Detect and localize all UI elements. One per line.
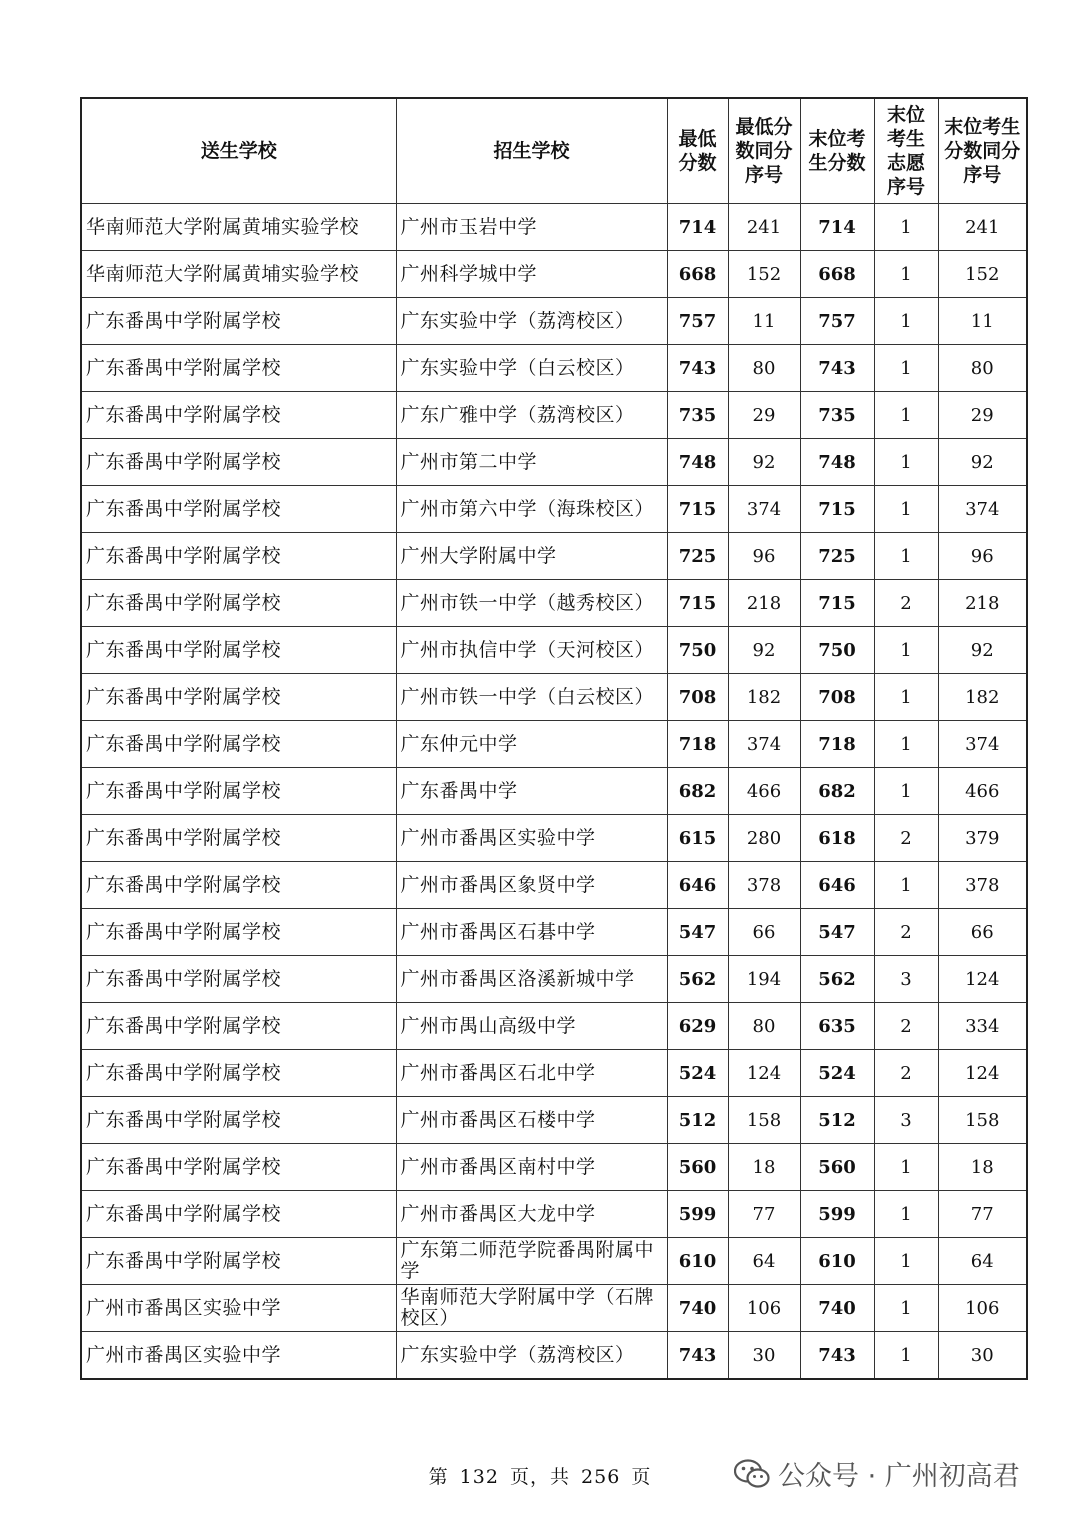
admitting-school-cell: 广州市第六中学（海珠校区） [396,486,667,533]
sending-school-cell: 广东番禺中学附属学校 [81,298,396,345]
last-score-cell: 635 [800,1003,874,1050]
admitting-school-cell: 广州市第二中学 [396,439,667,486]
last-score-rank-cell: 334 [938,1003,1027,1050]
header-last-score-rank: 末位考生分数同分序号 [938,98,1027,204]
sending-school-cell: 华南师范大学附属黄埔实验学校 [81,251,396,298]
sending-school-cell: 广东番禺中学附属学校 [81,486,396,533]
last-choice-cell: 2 [874,909,938,956]
min-score-rank-cell: 194 [728,956,800,1003]
sending-school-cell: 广东番禺中学附属学校 [81,909,396,956]
last-choice-cell: 2 [874,1003,938,1050]
last-choice-cell: 1 [874,392,938,439]
min-score-rank-cell: 374 [728,721,800,768]
last-score-cell: 714 [800,204,874,251]
min-score-cell: 714 [667,204,728,251]
min-score-rank-cell: 280 [728,815,800,862]
admitting-school-cell: 广东实验中学（白云校区） [396,345,667,392]
last-choice-cell: 1 [874,486,938,533]
last-score-rank-cell: 30 [938,1332,1027,1380]
header-last-score: 末位考生分数 [800,98,874,204]
last-score-rank-cell: 374 [938,721,1027,768]
sending-school-cell: 广东番禺中学附属学校 [81,721,396,768]
admitting-school-cell: 广东第二师范学院番禺附属中学 [396,1238,667,1285]
last-choice-cell: 1 [874,627,938,674]
table-row [81,721,1027,768]
last-score-rank-cell: 241 [938,204,1027,251]
last-score-cell: 740 [800,1285,874,1332]
sending-school-cell: 广东番禺中学附属学校 [81,956,396,1003]
min-score-cell: 708 [667,674,728,721]
table-row [81,392,1027,439]
wechat-icon [734,1459,770,1489]
last-choice-cell: 1 [874,1238,938,1285]
last-score-cell: 743 [800,1332,874,1380]
last-score-rank-cell: 18 [938,1144,1027,1191]
sending-school-cell: 广东番禺中学附属学校 [81,345,396,392]
min-score-rank-cell: 466 [728,768,800,815]
sending-school-cell: 广东番禺中学附属学校 [81,1003,396,1050]
min-score-rank-cell: 64 [728,1238,800,1285]
header-min-score-rank: 最低分数同分序号 [728,98,800,204]
min-score-cell: 748 [667,439,728,486]
last-score-cell: 524 [800,1050,874,1097]
table-row [81,1050,1027,1097]
sending-school-cell: 广东番禺中学附属学校 [81,815,396,862]
last-choice-cell: 2 [874,580,938,627]
page-prefix: 第 [428,1466,449,1488]
table-row [81,674,1027,721]
admitting-school-cell: 广东番禺中学 [396,768,667,815]
header-min-score: 最低分数 [667,98,728,204]
sending-school-cell: 广东番禺中学附属学校 [81,674,396,721]
header-admitting-school: 招生学校 [396,98,667,204]
min-score-cell: 524 [667,1050,728,1097]
sending-school-cell: 广东番禺中学附属学校 [81,580,396,627]
min-score-cell: 646 [667,862,728,909]
last-choice-cell: 1 [874,721,938,768]
last-score-rank-cell: 182 [938,674,1027,721]
table-row [81,909,1027,956]
table-row [81,439,1027,486]
last-score-rank-cell: 29 [938,392,1027,439]
last-score-rank-cell: 11 [938,298,1027,345]
min-score-rank-cell: 152 [728,251,800,298]
table-row [81,251,1027,298]
header-sending-school: 送生学校 [81,98,396,204]
table-row [81,533,1027,580]
last-score-rank-cell: 124 [938,1050,1027,1097]
last-score-cell: 708 [800,674,874,721]
min-score-cell: 743 [667,1332,728,1380]
admitting-school-cell: 广州市执信中学（天河校区） [396,627,667,674]
table-header-row [81,98,1027,204]
min-score-cell: 750 [667,627,728,674]
admitting-school-cell: 广州市番禺区洛溪新城中学 [396,956,667,1003]
last-choice-cell: 1 [874,1285,938,1332]
min-score-cell: 512 [667,1097,728,1144]
last-score-cell: 750 [800,627,874,674]
last-score-cell: 547 [800,909,874,956]
sending-school-cell: 广东番禺中学附属学校 [81,1191,396,1238]
admitting-school-cell: 广东实验中学（荔湾校区） [396,1332,667,1380]
last-choice-cell: 1 [874,251,938,298]
min-score-cell: 715 [667,580,728,627]
table-row [81,298,1027,345]
min-score-rank-cell: 11 [728,298,800,345]
last-choice-cell: 1 [874,439,938,486]
last-choice-cell: 1 [874,1144,938,1191]
sending-school-cell: 广东番禺中学附属学校 [81,1050,396,1097]
table-row [81,768,1027,815]
page-number: 132 [459,1466,499,1488]
last-score-rank-cell: 66 [938,909,1027,956]
admitting-school-cell: 广州市番禺区石北中学 [396,1050,667,1097]
last-choice-cell: 1 [874,768,938,815]
table-body [81,204,1027,1380]
last-score-rank-cell: 152 [938,251,1027,298]
min-score-rank-cell: 374 [728,486,800,533]
table-row [81,486,1027,533]
admitting-school-cell: 广州市番禺区实验中学 [396,815,667,862]
table-row [81,627,1027,674]
admitting-school-cell: 华南师范大学附属中学（石牌校区） [396,1285,667,1332]
last-choice-cell: 1 [874,298,938,345]
last-score-cell: 560 [800,1144,874,1191]
table-row [81,862,1027,909]
last-score-cell: 646 [800,862,874,909]
last-choice-cell: 1 [874,862,938,909]
last-choice-cell: 1 [874,533,938,580]
sending-school-cell: 广东番禺中学附属学校 [81,1144,396,1191]
last-choice-cell: 2 [874,1050,938,1097]
last-choice-cell: 1 [874,1191,938,1238]
min-score-rank-cell: 66 [728,909,800,956]
sending-school-cell: 广州市番禺区实验中学 [81,1332,396,1380]
admitting-school-cell: 广州科学城中学 [396,251,667,298]
sending-school-cell: 广东番禺中学附属学校 [81,1097,396,1144]
min-score-cell: 610 [667,1238,728,1285]
min-score-rank-cell: 30 [728,1332,800,1380]
table-row [81,580,1027,627]
last-choice-cell: 1 [874,1332,938,1380]
admitting-school-cell: 广州市铁一中学（越秀校区） [396,580,667,627]
sending-school-cell: 广东番禺中学附属学校 [81,439,396,486]
admitting-school-cell: 广州大学附属中学 [396,533,667,580]
last-choice-cell: 2 [874,815,938,862]
table-row [81,815,1027,862]
table-row [81,956,1027,1003]
last-score-rank-cell: 378 [938,862,1027,909]
last-score-rank-cell: 218 [938,580,1027,627]
header-last-choice: 末位考生志愿序号 [874,98,938,204]
last-choice-cell: 1 [874,674,938,721]
page-mid: 页，共 [509,1466,570,1488]
min-score-cell: 668 [667,251,728,298]
last-score-cell: 682 [800,768,874,815]
sending-school-cell: 华南师范大学附属黄埔实验学校 [81,204,396,251]
table-row [81,1238,1027,1285]
last-score-rank-cell: 158 [938,1097,1027,1144]
last-score-cell: 748 [800,439,874,486]
last-choice-cell: 1 [874,204,938,251]
last-score-cell: 599 [800,1191,874,1238]
last-score-cell: 718 [800,721,874,768]
min-score-rank-cell: 92 [728,627,800,674]
min-score-cell: 547 [667,909,728,956]
admitting-school-cell: 广州市番禺区南村中学 [396,1144,667,1191]
sending-school-cell: 广东番禺中学附属学校 [81,1238,396,1285]
last-score-rank-cell: 379 [938,815,1027,862]
table-row [81,204,1027,251]
watermark-text: 公众号 · 广州初高君 [778,1461,1020,1492]
min-score-cell: 629 [667,1003,728,1050]
admitting-school-cell: 广州市番禺区石楼中学 [396,1097,667,1144]
table-row [81,1003,1027,1050]
admitting-school-cell: 广东实验中学（荔湾校区） [396,298,667,345]
last-score-cell: 757 [800,298,874,345]
min-score-rank-cell: 241 [728,204,800,251]
admitting-school-cell: 广州市禺山高级中学 [396,1003,667,1050]
admitting-school-cell: 广东仲元中学 [396,721,667,768]
last-choice-cell: 1 [874,345,938,392]
min-score-cell: 682 [667,768,728,815]
table-row [81,1144,1027,1191]
min-score-rank-cell: 124 [728,1050,800,1097]
min-score-cell: 740 [667,1285,728,1332]
last-score-rank-cell: 124 [938,956,1027,1003]
min-score-cell: 562 [667,956,728,1003]
min-score-cell: 615 [667,815,728,862]
sending-school-cell: 广东番禺中学附属学校 [81,533,396,580]
last-score-cell: 715 [800,580,874,627]
sending-school-cell: 广东番禺中学附属学校 [81,768,396,815]
table-row [81,1097,1027,1144]
min-score-cell: 599 [667,1191,728,1238]
last-choice-cell: 3 [874,956,938,1003]
min-score-rank-cell: 158 [728,1097,800,1144]
last-score-rank-cell: 92 [938,627,1027,674]
min-score-cell: 718 [667,721,728,768]
sending-school-cell: 广州市番禺区实验中学 [81,1285,396,1332]
table-row [81,1285,1027,1332]
min-score-cell: 757 [667,298,728,345]
sending-school-cell: 广东番禺中学附属学校 [81,627,396,674]
min-score-cell: 725 [667,533,728,580]
last-score-cell: 725 [800,533,874,580]
min-score-rank-cell: 92 [728,439,800,486]
table-row [81,1332,1027,1380]
last-score-rank-cell: 77 [938,1191,1027,1238]
last-choice-cell: 3 [874,1097,938,1144]
last-score-cell: 668 [800,251,874,298]
last-score-rank-cell: 374 [938,486,1027,533]
table-row [81,1191,1027,1238]
last-score-cell: 743 [800,345,874,392]
min-score-rank-cell: 80 [728,1003,800,1050]
last-score-rank-cell: 92 [938,439,1027,486]
page-suffix: 页 [631,1466,652,1488]
min-score-cell: 735 [667,392,728,439]
min-score-rank-cell: 77 [728,1191,800,1238]
sending-school-cell: 广东番禺中学附属学校 [81,392,396,439]
admitting-school-cell: 广州市番禺区大龙中学 [396,1191,667,1238]
total-pages: 256 [581,1466,621,1488]
min-score-rank-cell: 182 [728,674,800,721]
last-score-rank-cell: 106 [938,1285,1027,1332]
last-score-cell: 618 [800,815,874,862]
min-score-rank-cell: 106 [728,1285,800,1332]
min-score-rank-cell: 218 [728,580,800,627]
min-score-rank-cell: 29 [728,392,800,439]
watermark [734,1454,1020,1493]
admitting-school-cell: 广东广雅中学（荔湾校区） [396,392,667,439]
admission-score-table [80,97,1028,1380]
last-score-cell: 715 [800,486,874,533]
min-score-rank-cell: 378 [728,862,800,909]
last-score-rank-cell: 80 [938,345,1027,392]
last-score-cell: 562 [800,956,874,1003]
admitting-school-cell: 广州市番禺区石碁中学 [396,909,667,956]
min-score-cell: 560 [667,1144,728,1191]
last-score-cell: 512 [800,1097,874,1144]
admitting-school-cell: 广州市铁一中学（白云校区） [396,674,667,721]
min-score-rank-cell: 18 [728,1144,800,1191]
sending-school-cell: 广东番禺中学附属学校 [81,862,396,909]
min-score-cell: 715 [667,486,728,533]
last-score-rank-cell: 64 [938,1238,1027,1285]
min-score-cell: 743 [667,345,728,392]
last-score-cell: 610 [800,1238,874,1285]
last-score-rank-cell: 466 [938,768,1027,815]
min-score-rank-cell: 80 [728,345,800,392]
admitting-school-cell: 广州市番禺区象贤中学 [396,862,667,909]
last-score-cell: 735 [800,392,874,439]
table-row [81,345,1027,392]
min-score-rank-cell: 96 [728,533,800,580]
admitting-school-cell: 广州市玉岩中学 [396,204,667,251]
last-score-rank-cell: 96 [938,533,1027,580]
